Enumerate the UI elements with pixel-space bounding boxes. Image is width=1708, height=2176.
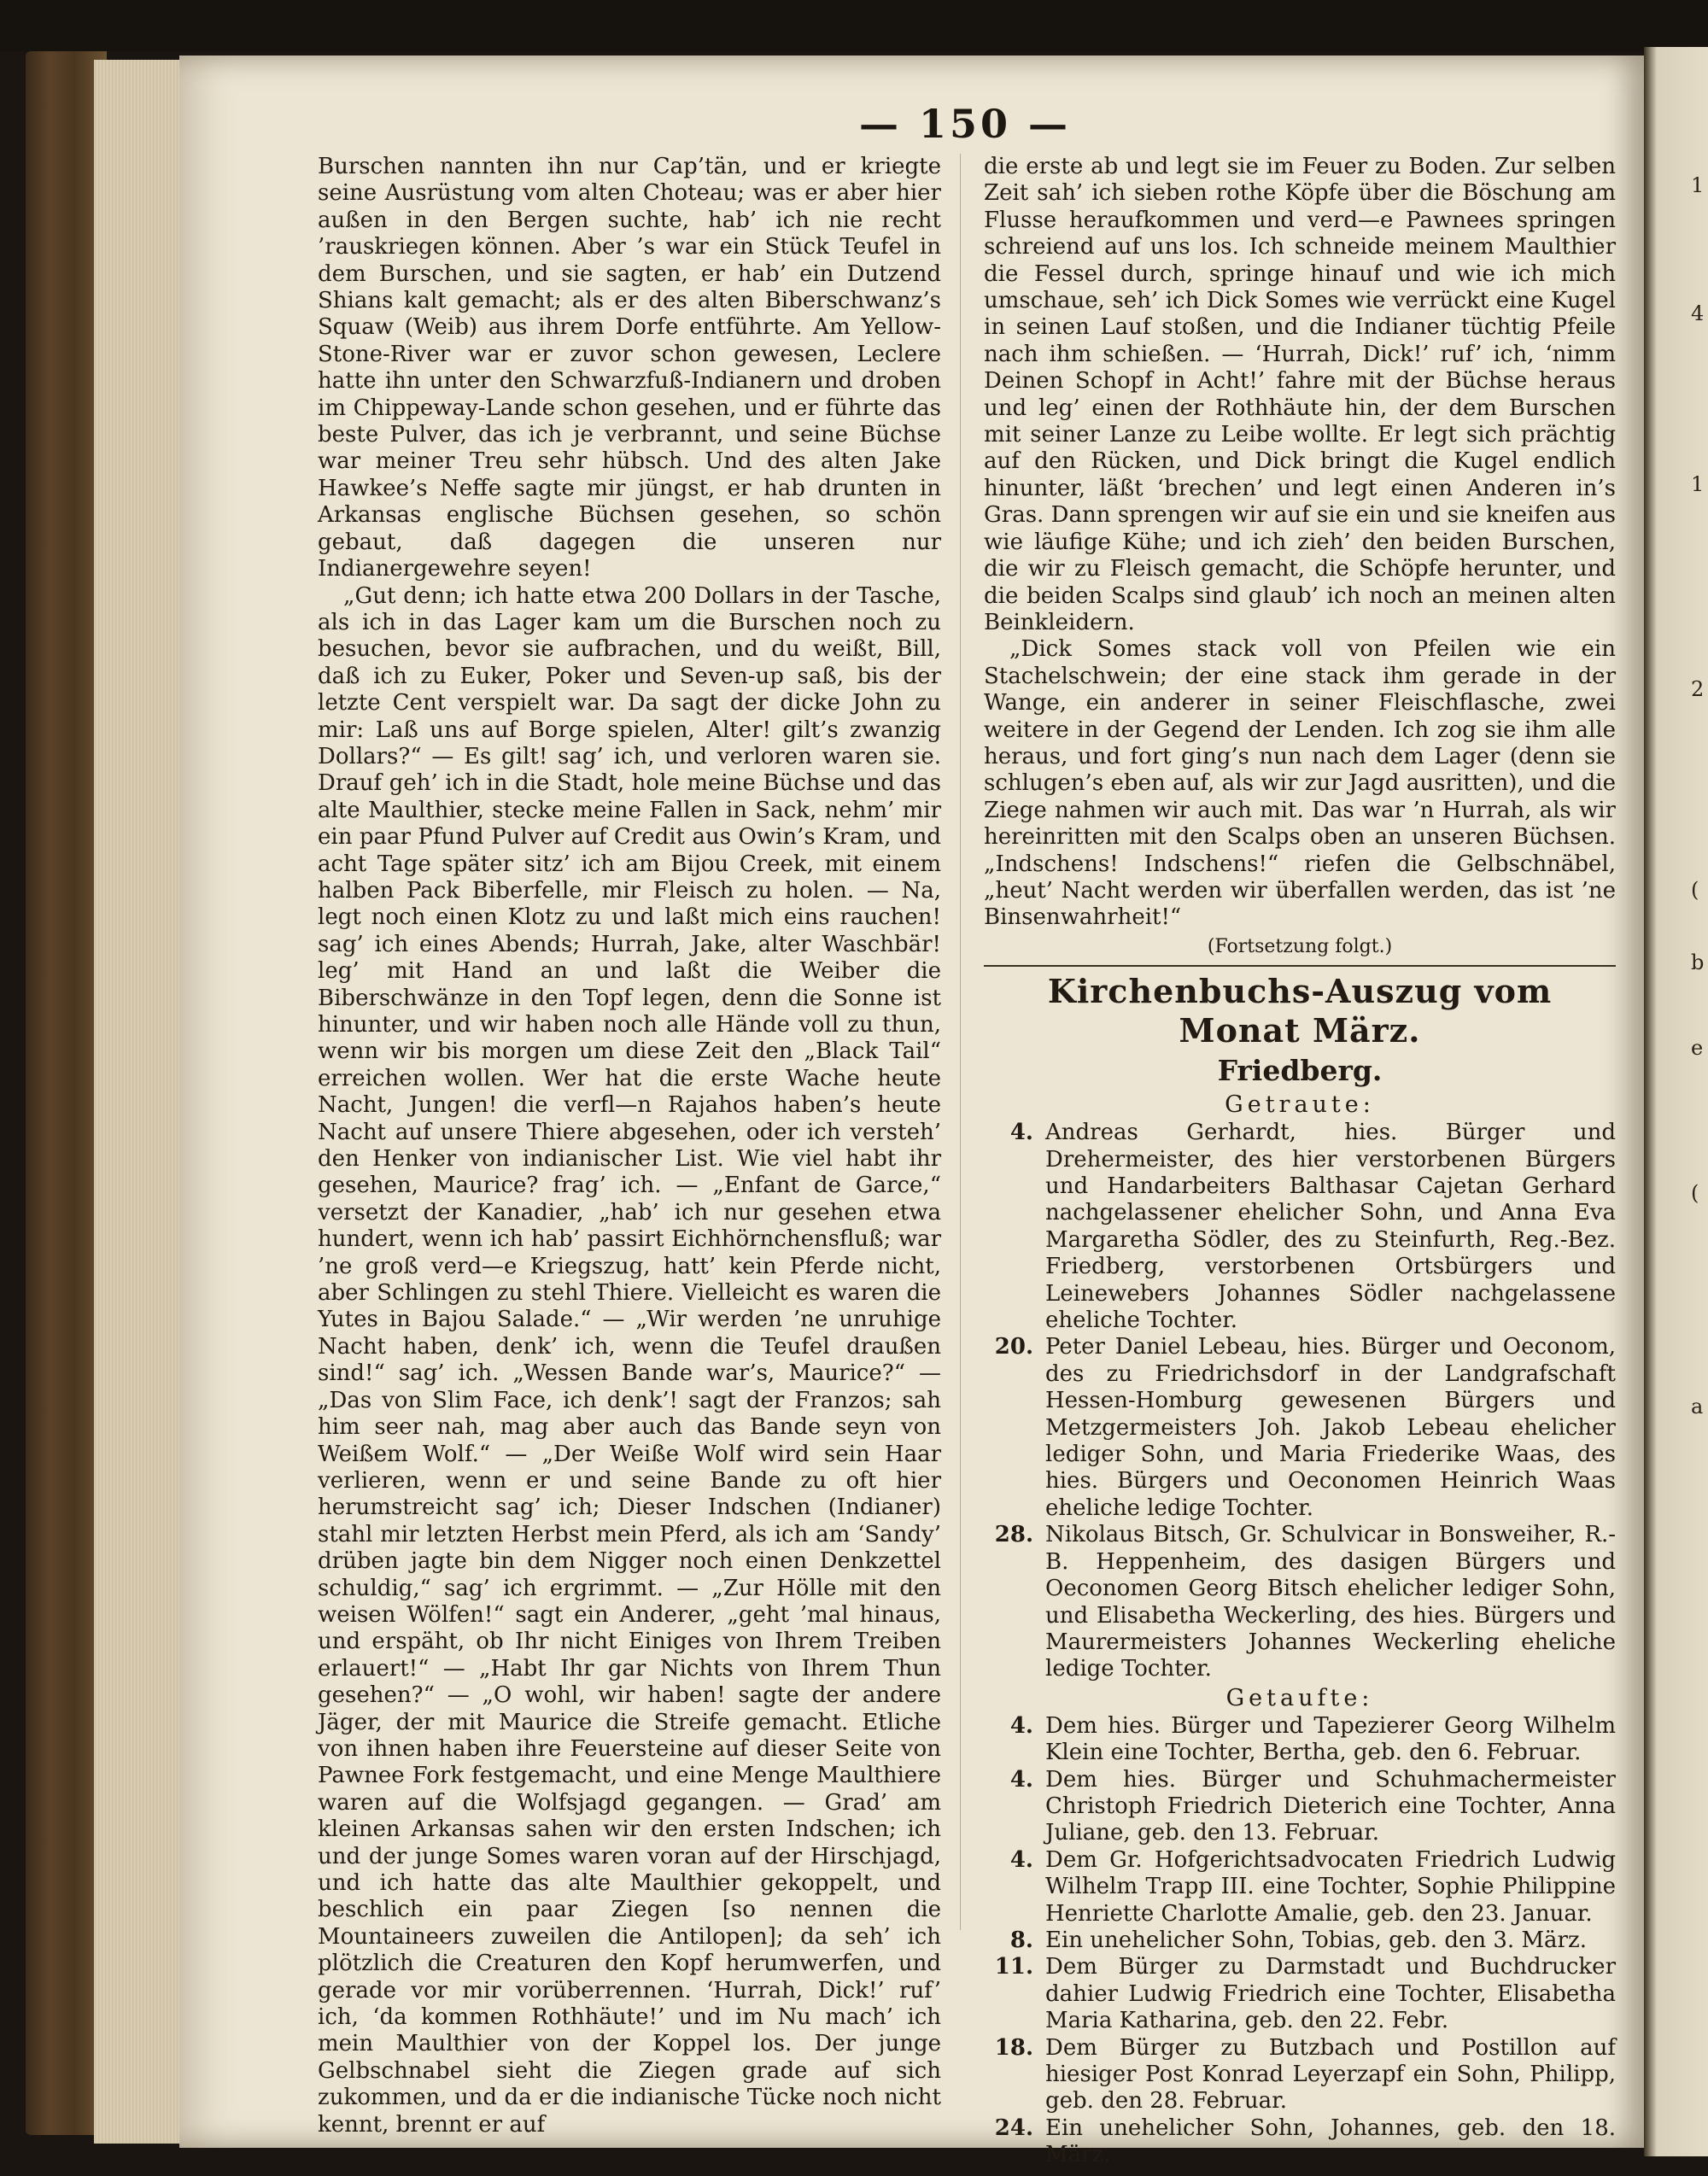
right-column	[984, 154, 1616, 2169]
edge-fragment: 1	[1691, 472, 1705, 496]
story-paragraph: die erste ab und legt sie im Feuer zu Boden. Zur selben Zeit sah’ ich sieben rothe Köpfe über die Böschung am Flusse heraufkommen und verd—e Pawnees springen schreiend auf uns los. Ich schneide meinem Maulthier die Fessel durch, springe hinauf und wie ich mich umschaue, seh’ ich Dick Somes wie verrückt eine Kugel in seinen Lauf stoßen, und die Indianer tüchtig Pfeile nach ihm schießen. — ‘Hurrah, Dick!’ ruf’ ich, ‘nimm Deinen Schopf in Acht!’ fahre mit der Büchse heraus und leg’ einen der Rothhäute hin, der dem Burschen mit seiner Lanze zu Leibe wollte. Er legt sich prächtig auf den Rücken, und Dick bringt die Kugel endlich hinunter, läßt ‘brechen’ und legt einen Anderen in’s Gras. Dann sprengen wir auf sie ein und sie kneifen aus wie läufige Kühe; und ich zieh’ den beiden Burschen, die wir zu Fleisch gemacht, die Schöpfe herunter, und die beiden Scalps sind glaub’ ich noch an meinen alten Beinkleidern.	[984, 154, 1616, 635]
story-paragraph: „Gut denn; ich hatte etwa 200 Dollars in der Tasche, als ich in das Lager kam um die Burschen noch zu besuchen, bevor sie aufbrachen, und du weißt, Bill, daß ich zu Euker, Poker und Seven-up saß, bis der letzte Cent verspielt war. Da sagt der dicke John zu mir: Laß uns auf Borge spielen, Alter! gilt’s zwanzig Dollars?“ — Es gilt! sag’ ich, und verloren waren sie. Drauf geh’ ich in die Stadt, hole meine Büchse und das alte Maulthier, stecke meine Fallen in Sack, nehm’ mir ein paar Pfund Pulver auf Credit aus Owin’s Kram, und acht Tage später sitz’ ich am Bijou Creek, mit einem halben Pack Biberfelle, mir Fleisch zu holen. — Na, legt noch einen Klotz zu und laßt mich eins rauchen! sag’ ich eines Abends; Hurrah, Jake, alter Waschbär! leg’ mit Hand an und laßt die Weiber die Biberschwänze in den Topf legen, denn die Sonne ist hinunter, und wir haben noch alle Hände voll zu thun, wenn wir bis morgen um diese Zeit den „Black Tail“ erreichen wollen. Wer hat die erste Wache heute Nacht, Jungen! die verfl—n Rajahos haben’s heute Nacht auf unsere Thiere abgesehen, oder ich versteh’ den Henker von indianischer List. Wie viel habt ihr gesehen, Maurice? frag’ ich. — „Enfant de Garce,“ versetzt der Kanadier, „hab’ ich nur gesehen etwa hundert, wenn ich hab’ passirt Eichhörnchensfluß; war ’ne groß verd—e Kriegszug, hatt’ kein Pferde nicht, aber Schlingen zu stehl Thiere. Vielleicht es waren die Yutes in Bajou Salade.“ — „Wir werden ’ne unruhige Nacht haben, denk’ ich, wenn die Teufel draußen sind!“ sag’ ich. „Wessen Bande war’s, Maurice?“ — „Das von Slim Face, ich denk’! sagt der Franzos; sah him seer nah, mag aber auch das Bande seyn von Weißem Wolf.“ — „Der Weiße Wolf wird sein Haar verlieren, wenn er und seine Bande zu oft hier herumstreicht sag’ ich; Dieser Indschen (Indianer) stahl mir letzten Herbst mein Pferd, als ich am ‘Sandy’ drüben jagte bin dem Nigger noch einen Denkzettel schuldig,“ sag’ ich ergrimmt. — „Zur Hölle mit den weisen Wölfen!“ sagt ein Anderer, „geht ’mal hinaus, und erspäht, ob Ihr nicht Einiges von Ihrem Treiben erlauert!“ — „Habt Ihr gar Nichts von Ihrem Thun gesehen?“ — „O wohl, wir haben! sagte der andere Jäger, der mit Maurice die Streife gemacht. Etliche von ihnen haben ihre Feuersteine auf dieser Seite von Pawnee Fork festgemacht, und eine Menge Maulthiere waren auf die Wolfsjagd gegangen. — Grad’ am kleinen Arkansas sahen wir den ersten Indschen; ich und der junge Somes waren voran auf der Hirschjagd, und ich hatte das alte Maulthier gekoppelt, und beschlich ein paar Ziegen [so nennen die Mountaineers zuweilen die Antilopen]; da seh’ ich plötzlich die Creaturen den Kopf herumwerfen, und gerade vor mir vorüberrennen. ‘Hurrah, Dick!’ ruf’ ich, ‘da kommen Rothhäute!’ und im Nu mach’ ich mein Maulthier von der Koppel los. Der junge Gelbschnabel sieht die Ziegen grade auf sich zukommen, und da er die indianische Tücke noch nicht kennt, brennt er auf	[318, 582, 941, 2138]
edge-fragment: (	[1691, 1181, 1699, 1205]
register-entry	[984, 1927, 1616, 1954]
section-title: Kirchenbuchs-Auszug vom Monat März.	[1047, 972, 1553, 1050]
entry-day: 4.	[1009, 1846, 1033, 1873]
entry-day: 8.	[1009, 1927, 1033, 1953]
story-paragraph: Burschen nannten ihn nur Cap’tän, und er kriegte seine Ausrüstung vom alten Choteau; was er aber hier außen in den Bergen suchte, hab’ ich nie recht ’rauskriegen können. Aber ’s war ein Stück Teufel in dem Burschen, und sie sagten, er hab’ ein Dutzend Shians kalt gemacht; als er des alten Biberschwanz’s Squaw (Weib) aus ihrem Dorfe entführte. Am Yellow-Stone-River war er zuvor schon gewesen, Leclere hatte ihn unter den Schwarzfuß-Indianern und droben im Chippeway-Lande schon gesehen, und er führte das beste Pulver, das ich je verbrannt, und seine Büchse war meiner Treu sehr hübsch. Und des alten Jake Hawkee’s Neffe sagte mir jüngst, er hab drunten in Arkansas englische Büchsen gesehen, so schön gebaut, daß dagegen die unseren nur Indianergewehre seyen!	[318, 154, 941, 582]
entry-text: Dem Gr. Hofgerichtsadvocaten Friedrich Ludwig Wilhelm Trapp III. eine Tochter, Sophie Philippine Henriette Charlotte Amalie, geb. den 23. Januar.	[1045, 1846, 1616, 1927]
entry-text: Dem hies. Bürger und Tapezierer Georg Wilhelm Klein eine Tochter, Bertha, geb. den 6. Februar.	[1045, 1712, 1616, 1766]
register-entry	[984, 1847, 1616, 1927]
entry-day: 28.	[994, 1522, 1033, 1548]
entry-text: Peter Daniel Lebeau, hies. Bürger und Oeconom, des zu Friedrichsdorf in der Landgrafschaft Hessen-Homburg gewesenen Bürgers und Metzgermeisters Joh. Jakob Lebeau ehelicher lediger Sohn, und Maria Friederike Waas, des hies. Bürgers und Oeconomen Heinrich Waas eheliche ledige Tochter.	[1045, 1334, 1616, 1521]
baptized-heading: Getaufte:	[1225, 1684, 1374, 1711]
page-stack-edge	[94, 60, 188, 2144]
register-entry	[984, 1522, 1616, 1682]
entry-day: 4.	[1009, 1120, 1033, 1146]
entry-text: Dem Bürger zu Butzbach und Postillon auf hiesiger Post Konrad Leyerzapf ein Sohn, Philipp, geb. den 28. Februar.	[1045, 2034, 1616, 2115]
column-divider	[960, 154, 961, 1930]
register-entry	[984, 2035, 1616, 2115]
facing-page-edge	[1644, 47, 1708, 2156]
story-paragraph: „Dick Somes stack voll von Pfeilen wie ein Stachelschwein; der eine stack ihm gerade in der Wange, ein anderer in seiner Fleischflasche, zwei weitere in der Gegend der Lenden. Ich zog sie ihm alle heraus, und fort ging’s nun nach dem Lager (denn sie schlugen’s eben auf, als wir zur Jagd ausritten), und die Ziege nahmen wir auch mit. Das war ’n Hurrah, als wir hereinritten mit den Scalps oben an unseren Büchsen. „Indschens! Indschens!“ riefen die Gelbschnäbel, „heut’ Nacht werden wir überfallen werden, das ist ’ne Binsenwahrheit!“	[984, 636, 1616, 931]
register-entry	[984, 1954, 1616, 2034]
edge-fragment: a	[1691, 1395, 1704, 1418]
edge-fragment: 1	[1691, 173, 1705, 197]
entry-text: Dem Bürger zu Darmstadt und Buchdrucker dahier Ludwig Friedrich eine Tochter, Elisabetha Maria Katharina, geb. den 22. Febr.	[1045, 1954, 1616, 2034]
entry-text: Andreas Gerhardt, hies. Bürger und Drehermeister, des hier verstorbenen Bürgers und Handarbeiters Balthasar Cajetan Gerhard nachgelassener ehelicher Sohn, und Anna Eva Margaretha Södler, des zu Steinfurth, Reg.-Bez. Friedberg, verstorbenen Ortsbürgers und Leinewebers Johannes Södler nachgelassene eheliche Tochter.	[1045, 1120, 1616, 1334]
place-title: Friedberg.	[1217, 1054, 1383, 1088]
background-top	[0, 0, 1708, 51]
entry-day: 18.	[994, 2034, 1033, 2061]
entry-text: Dem hies. Bürger und Schuhmachermeister Christoph Friedrich Dieterich eine Tochter, Anna Juliane, geb. den 13. Februar.	[1045, 1766, 1616, 1846]
continued-note: (Fortsetzung folgt.)	[1207, 935, 1393, 957]
edge-fragment: e	[1691, 1036, 1704, 1060]
entry-text: Ein unehelicher Sohn, Johannes, geb. den 18. März.	[1045, 2115, 1616, 2168]
entry-day: 24.	[994, 2115, 1033, 2141]
page-number: — 150 —	[858, 101, 1072, 147]
left-column	[318, 154, 941, 2138]
edge-fragment: (	[1691, 878, 1699, 902]
register-entry	[984, 1767, 1616, 1847]
entry-day: 4.	[1009, 1712, 1033, 1739]
register-entry	[984, 2115, 1616, 2169]
register-entry	[984, 1713, 1616, 1767]
entry-text: Nikolaus Bitsch, Gr. Schulvicar in Bonsweiher, R.-B. Heppenheim, des dasigen Bürgers und Oeconomen Georg Bitsch ehelicher lediger Sohn, und Elisabetha Weckerling, des hies. Bürgers und Maurermeisters Johannes Weckerling eheliche ledige Tochter.	[1045, 1522, 1616, 1682]
entry-text: Ein unehelicher Sohn, Tobias, geb. den 3. März.	[1045, 1927, 1587, 1953]
entry-day: 20.	[994, 1334, 1033, 1360]
edge-fragment: b	[1691, 951, 1705, 974]
entry-day: 11.	[994, 1954, 1033, 1980]
edge-fragment: 4	[1691, 301, 1705, 325]
register-entry	[984, 1120, 1616, 1334]
married-heading: Getraute:	[1225, 1091, 1375, 1119]
entry-day: 4.	[1009, 1766, 1033, 1793]
section-divider	[984, 965, 1616, 967]
edge-fragment: 2	[1691, 677, 1705, 701]
register-entry	[984, 1334, 1616, 1522]
